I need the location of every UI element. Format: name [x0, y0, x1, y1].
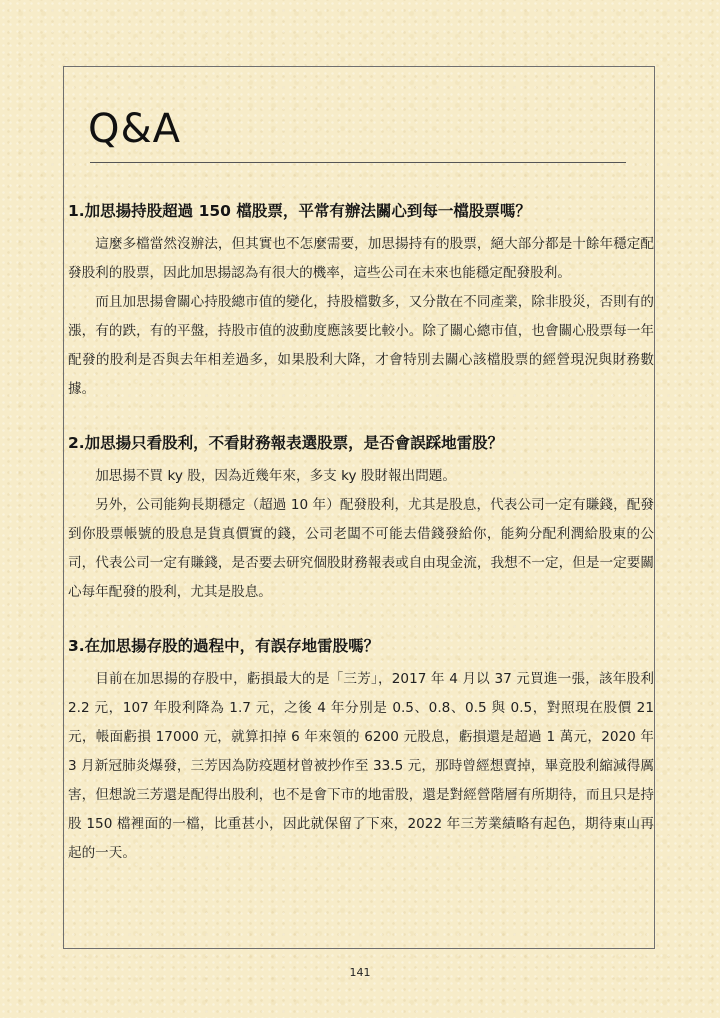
answer-3-paragraph-1: 目前在加思揚的存股中，虧損最大的是「三芳」，2017 年 4 月以 37 元買進一張，該年股利 2.2 元，107 年股利降為 1.7 元，之後 4 年分別是 0.5、0.8、0.5 與 0.5，對照現在股價 21 元，帳面虧損 17000 元，就算扣掉 6 年來領的 6200 元股息，虧損還是超過 1 萬元，2020 年 3 月新冠肺炎爆發，三芳因為防疫題材曾被抄作至 33.5 元，那時曾經想賣掉，畢竟股利縮減得厲害，但想說三芳還是配得出股利，也不是會下市的地雷股，還是對經營階層有所期待，而且只是持股 150 檔裡面的一檔，比重甚小，因此就保留了下來，2022 年三芳業績略有起色，期待東山再起的一天。 — [68, 671, 654, 861]
title-divider — [90, 162, 626, 163]
qa-section-1 — [68, 196, 654, 404]
question-2: 2.加思揚只看股利，不看財務報表選股票，是否會誤踩地雷股？ — [68, 434, 504, 452]
qa-content — [68, 196, 654, 892]
qa-section-2 — [68, 428, 654, 607]
page-number: 141 — [349, 966, 371, 979]
answer-1-paragraph-2: 而且加思揚會關心持股總市值的變化，持股檔數多，又分散在不同產業，除非股災，否則有的漲，有的跌，有的平盤，持股市值的波動度應該要比較小。除了關心總市值，也會關心股票每一年配發的股利是否與去年相差過多，如果股利大降，才會特別去關心該檔股票的經營現況與財務數據。 — [68, 294, 654, 397]
qa-section-3 — [68, 631, 654, 868]
page-title: Q&A — [88, 106, 182, 152]
answer-1-paragraph-1: 這麼多檔當然沒辦法，但其實也不怎麼需要，加思揚持有的股票，絕大部分都是十餘年穩定配發股利的股票，因此加思揚認為有很大的機率，這些公司在未來也能穩定配發股利。 — [68, 236, 654, 281]
question-1: 1.加思揚持股超過 150 檔股票，平常有辦法關心到每一檔股票嗎？ — [68, 202, 531, 220]
question-3: 3.在加思揚存股的過程中，有誤存地雷股嗎？ — [68, 637, 380, 655]
answer-2-paragraph-2: 另外，公司能夠長期穩定（超過 10 年）配發股利，尤其是股息，代表公司一定有賺錢，配發到你股票帳號的股息是貨真價實的錢，公司老闆不可能去借錢發給你，能夠分配利潤給股東的公司，代表公司一定有賺錢，是否要去研究個股財務報表或自由現金流，我想不一定，但是一定要關心每年配發的股利，尤其是股息。 — [68, 497, 654, 600]
answer-2-paragraph-1: 加思揚不買 ky 股，因為近幾年來，多支 ky 股財報出問題。 — [95, 468, 456, 484]
